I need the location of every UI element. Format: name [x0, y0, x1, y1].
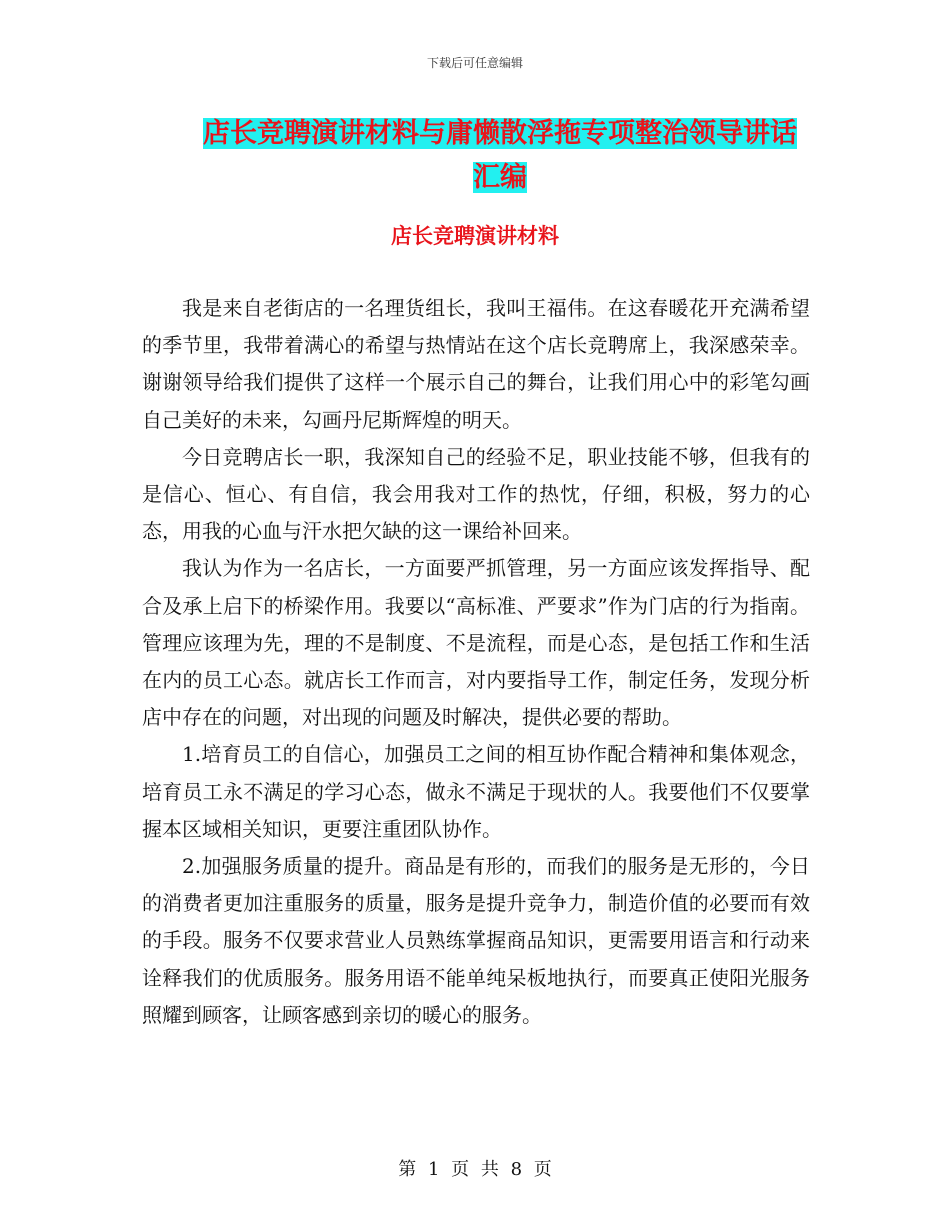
- page-footer: 第 1 页 共 8 页: [398, 1159, 552, 1180]
- paragraph-2: 今日竞聘店长一职，我深知自己的经验不足，职业技能不够，但我有的是信心、恒心、有自信，我会用我对工作的热忱，仔细，积极，努力的心态，用我的心血与汗水把欠缺的这一课给补回来。: [142, 444, 810, 544]
- paragraph-4: 1.培育员工的自信心，加强员工之间的相互协作配合精神和集体观念，培育员工永不满足的学习心态，做永不满足于现状的人。我要他们不仅要掌握本区域相关知识，更要注重团队协作。: [142, 742, 810, 841]
- paragraph-5: 2.加强服务质量的提升。商品是有形的，而我们的服务是无形的，今日的消费者更加注重服务的质量，服务是提升竞争力，制造价值的必要而有效的手段。服务不仅要求营业人员熟练掌握商品知识，更需要用语言和行动来诠释我们的优质服务。服务用语不能单纯呆板地执行，而要真正使阳光服务照耀到顾客，让顾客感到亲切的暖心的服务。: [142, 854, 810, 1027]
- paragraph-3: 我认为作为一名店长，一方面要严抓管理，另一方面应该发挥指导、配合及承上启下的桥梁作用。我要以“高标准、严要求”作为门店的行为指南。管理应该理为先，理的不是制度、不是流程，而是心态，是包括工作和生活在内的员工心态。就店长工作而言，对内要指导工作，制定任务，发现分析店中存在的问题，对出现的问题及时解决，提供必要的帮助。: [142, 556, 810, 730]
- body-text: [142, 290, 810, 1034]
- section-title: 店长竞聘演讲材料: [391, 224, 559, 248]
- paragraph-1: 我是来自老街店的一名理货组长，我叫王福伟。在这春暖花开充满希望的季节里，我带着满心的希望与热情站在这个店长竞聘席上，我深感荣幸。谢谢领导给我们提供了这样一个展示自己的舞台，让我们用心中的彩笔勾画自己美好的未来，勾画丹尼斯辉煌的明天。: [142, 296, 810, 432]
- header-note: 下载后可任意编辑: [426, 56, 523, 70]
- document-title: [190, 112, 810, 200]
- document-title-text: 店长竞聘演讲材料与庸懒散浮拖专项整治领导讲话汇编: [203, 118, 797, 193]
